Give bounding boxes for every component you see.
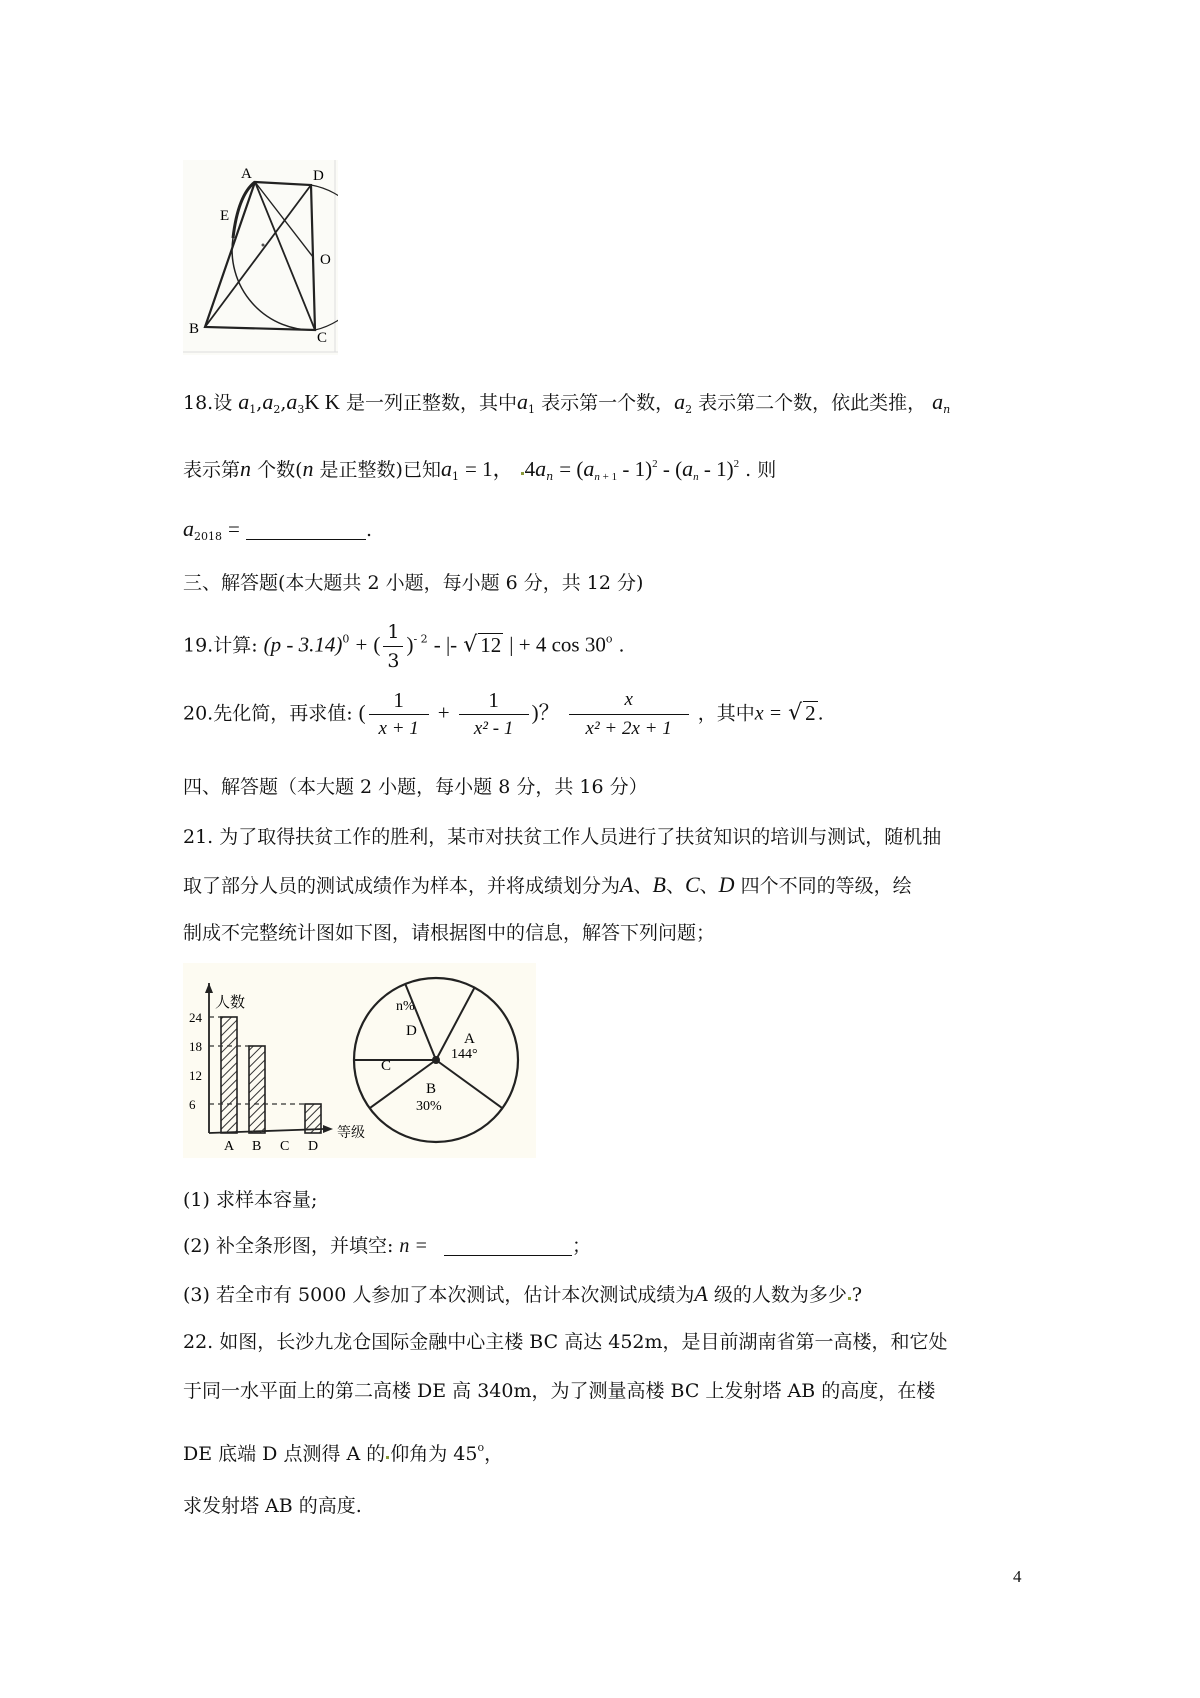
q18-line3: $a_{2018}$ = . xyxy=(183,516,372,543)
q21-line1: 21. 为了取得扶贫工作的胜利，某市对扶贫工作人员进行了扶贫知识的培训与测试，随机抽 xyxy=(183,826,942,848)
page-number: 4 xyxy=(1013,1567,1022,1586)
pie-center xyxy=(432,1056,440,1064)
label-C: C xyxy=(317,330,328,346)
q18-line2: 表示第n 个数(n 是正整数)已知$a_1 = 1$， $4a_n = (a_{n + 1} - 1)^2 - (a_n - 1)^2$ . 则 xyxy=(183,456,777,483)
pie-label-A: A xyxy=(464,1031,475,1047)
y-tick-label: 6 xyxy=(189,1097,196,1112)
q18-line1: 18.设 $a_1,a_2,a_3K$ K 是一列正整数，其中$a_1$ 表示第一个数，$a_2$ 表示第二个数，依此类推， $a_n$ xyxy=(183,389,951,416)
q19: 19.计算: (p - 3.14)$^0$ + ( $\frac{1}{3}$ )$^{- 2}$ - |- √ 12 | + 4 cos 30$^o$ . xyxy=(183,618,625,675)
pie-label-C: C xyxy=(381,1058,392,1074)
q22-line1: 22. 如图，长沙九龙仓国际金融中心主楼 BC 高达 452m，是目前湖南省第一高楼，和它处 xyxy=(183,1331,948,1353)
x-axis-label: 等级 xyxy=(337,1125,365,1141)
pie-label-D: D xyxy=(406,1023,417,1039)
bar-B xyxy=(249,1046,265,1133)
geometry-figure xyxy=(183,160,338,355)
x-tick-label: A xyxy=(224,1139,235,1154)
x-tick-label: B xyxy=(252,1139,262,1154)
y-tick-label: 24 xyxy=(189,1010,202,1025)
section3-title: 三、解答题(本大题共 2 小题，每小题 6 分，共 12 分) xyxy=(183,572,644,594)
x-tick-label: D xyxy=(308,1139,319,1154)
y-axis-label: 人数 xyxy=(215,993,246,1011)
q20: 20.先化简，再求值: ( $\frac{1}{x + 1}$ + $\frac{1}{\text{x² - 1}}$ )？ $\frac{x}{\text{x² + 2x + 1}}$ ，其中x = √ 2 . xyxy=(183,688,824,739)
q22-line2: 于同一水平面上的第二高楼 DE 高 340m，为了测量高楼 BC 上发射塔 AB 的高度，在楼 xyxy=(183,1380,936,1402)
q21-line2: 取了部分人员的测试成绩作为样本，并将成绩划分为A、B、C、D 四个不同的等级，绘 xyxy=(183,872,912,897)
bar-D xyxy=(305,1104,321,1133)
pie-value-A: 144° xyxy=(451,1047,478,1062)
q21-sub3: (3) 若全市有 5000 人参加了本次测试，估计本次测试成绩为A 级的人数为多少 ? xyxy=(183,1281,863,1306)
pie-value-B: 30% xyxy=(416,1099,442,1114)
pie-value-D: n% xyxy=(396,999,415,1014)
label-A: A xyxy=(241,166,252,182)
bar-A xyxy=(221,1017,237,1133)
answer-blank-n[interactable] xyxy=(444,1255,572,1256)
label-O: O xyxy=(320,252,331,268)
label-D: D xyxy=(313,168,324,184)
y-tick-label: 18 xyxy=(189,1039,202,1054)
x-tick-label: C xyxy=(280,1139,290,1154)
pie-label-B: B xyxy=(426,1081,437,1097)
label-B: B xyxy=(189,321,200,337)
label-E: E xyxy=(220,208,230,224)
statistics-figure xyxy=(183,963,536,1158)
q21-sub2: (2) 补全条形图，并填空: n = ； xyxy=(183,1235,591,1257)
q22-line3: DE 底端 D 点测得 A 的 仰角为 45$^o$， xyxy=(183,1441,504,1465)
section4-title: 四、解答题（本大题 2 小题，每小题 8 分，共 16 分） xyxy=(183,776,648,798)
answer-blank-q18[interactable] xyxy=(246,539,366,540)
y-tick-label: 12 xyxy=(189,1068,202,1083)
q21-sub1: (1) 求样本容量; xyxy=(183,1189,318,1211)
q22-line4: 求发射塔 AB 的高度. xyxy=(183,1495,362,1517)
q21-line3: 制成不完整统计图如下图，请根据图中的信息，解答下列问题； xyxy=(183,922,716,944)
